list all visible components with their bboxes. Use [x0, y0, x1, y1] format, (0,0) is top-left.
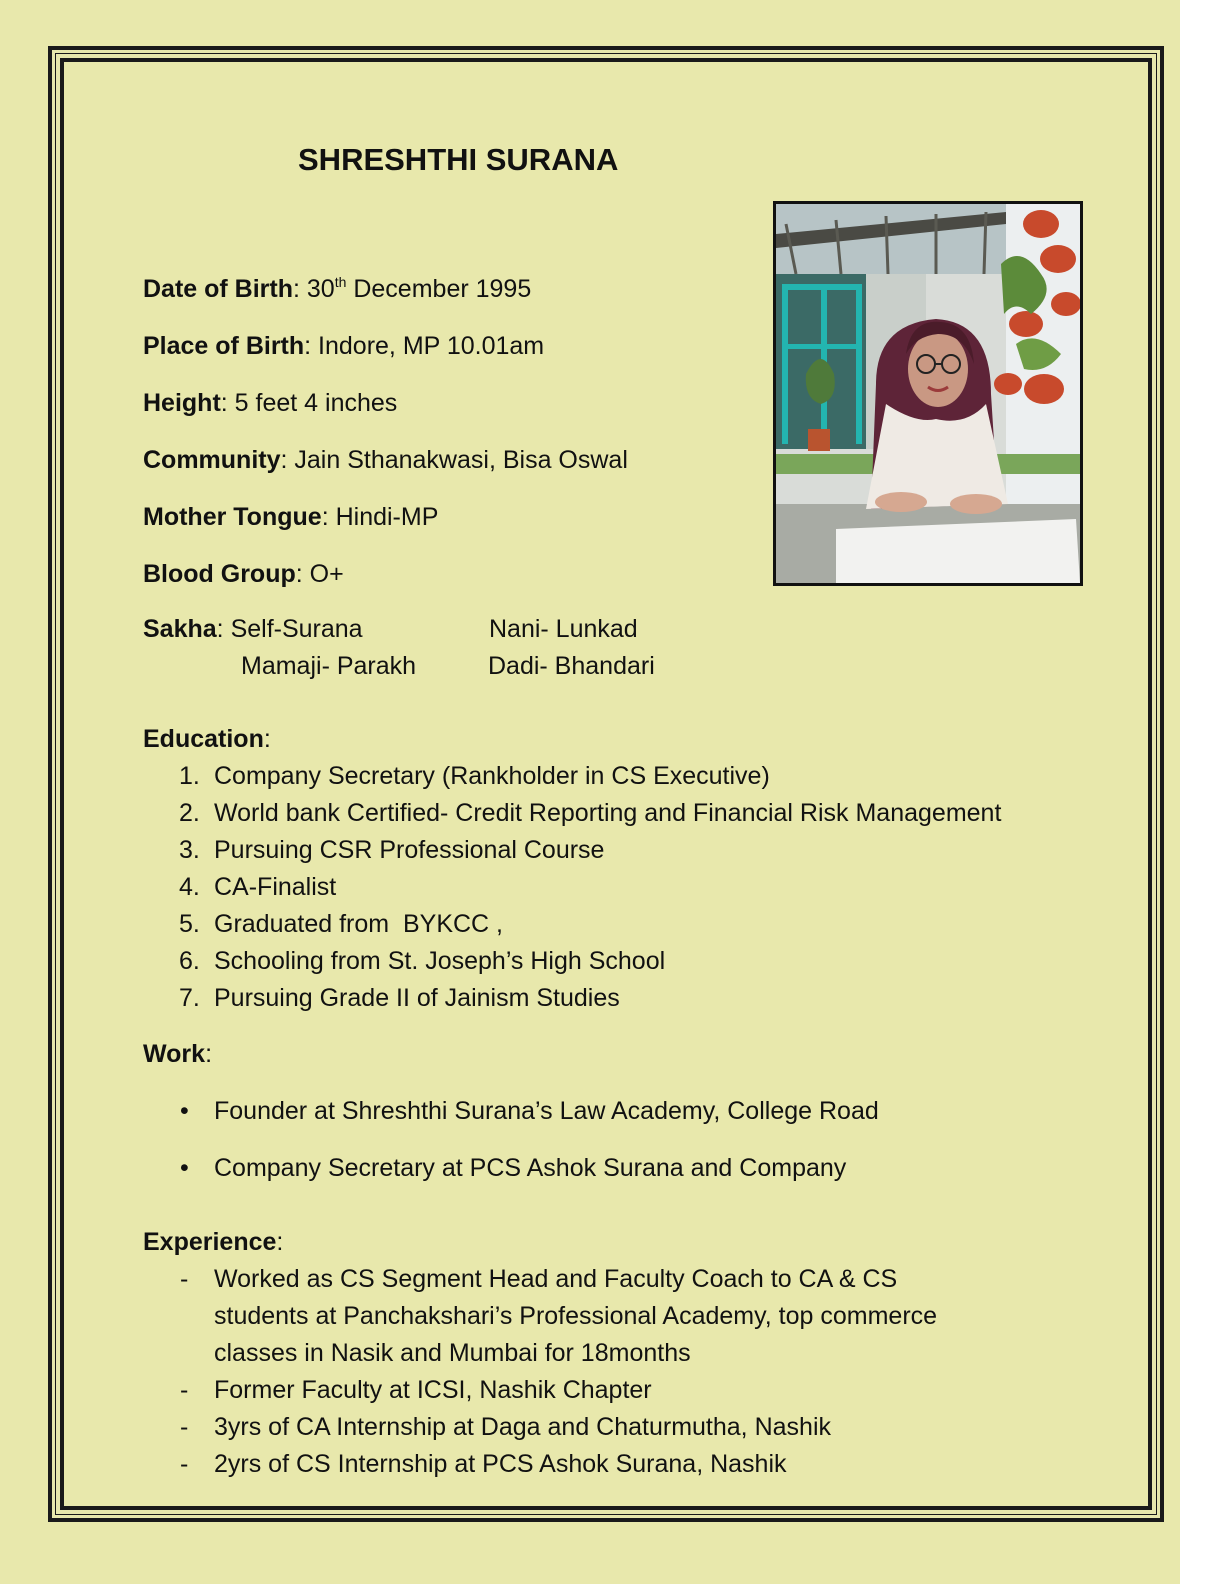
list-number: 7. — [179, 984, 200, 1012]
community-label: Community — [143, 446, 281, 474]
experience-item-4: 2yrs of CS Internship at PCS Ashok Surana, Nashik — [214, 1450, 787, 1478]
experience-heading: Experience: — [143, 1228, 284, 1256]
education-heading: Education: — [143, 725, 271, 753]
dash-icon: - — [180, 1413, 189, 1441]
education-item-2 — [179, 798, 200, 828]
education-item-3 — [179, 835, 200, 865]
list-number: 5. — [179, 910, 200, 938]
date-of-birth-row: Date of Birth: 30th December 1995 — [143, 274, 532, 303]
experience-item-3: 3yrs of CA Internship at Daga and Chaturmutha, Nashik — [214, 1413, 831, 1441]
education-item-5 — [179, 909, 200, 939]
place-of-birth-row — [143, 331, 544, 361]
education-item-6-text: Schooling from St. Joseph’s High School — [214, 947, 666, 975]
dob-label: Date of Birth — [143, 275, 293, 303]
education-item-3-text: Pursuing CSR Professional Course — [214, 836, 605, 864]
blood-group-row — [143, 559, 344, 589]
community-row — [143, 445, 628, 475]
education-item-2-text: World bank Certified- Credit Reporting and Financial Risk Management — [214, 799, 1002, 827]
tongue-label: Mother Tongue — [143, 503, 322, 531]
list-number: 1. — [179, 762, 200, 790]
community-value: : Jain Sthanakwasi, Bisa Oswal — [280, 446, 628, 474]
dob-rest: December 1995 — [346, 275, 532, 303]
education-item-5-text: Graduated from BYKCC , — [214, 910, 504, 938]
sakha-label: Sakha — [143, 615, 217, 643]
dash-icon: - — [180, 1265, 189, 1293]
height-row — [143, 388, 397, 418]
list-number: 2. — [179, 799, 200, 827]
pob-value: : Indore, MP 10.01am — [304, 332, 545, 360]
height-label: Height — [143, 389, 221, 417]
education-item-4-text: CA-Finalist — [214, 873, 337, 901]
sakha-mamaji: Mamaji- Parakh — [241, 652, 417, 680]
experience-item-1-line-3: classes in Nasik and Mumbai for 18months — [214, 1339, 691, 1367]
education-item-7 — [179, 983, 200, 1013]
sakha-row — [143, 614, 363, 644]
tongue-value: : Hindi-MP — [321, 503, 439, 531]
education-item-1 — [179, 761, 200, 791]
work-label: Work — [143, 1040, 206, 1068]
dob-day: 30 — [306, 275, 335, 303]
bullet-icon: • — [180, 1154, 189, 1182]
education-item-4 — [179, 872, 200, 902]
education-item-1-text: Company Secretary (Rankholder in CS Executive) — [214, 762, 770, 790]
pob-label: Place of Birth — [143, 332, 305, 360]
education-item-6 — [179, 946, 200, 976]
height-value: : 5 feet 4 inches — [220, 389, 398, 417]
education-label: Education — [143, 725, 264, 753]
bullet-icon: • — [180, 1097, 189, 1125]
experience-item-1-line-2: students at Panchakshari’s Professional Academy, top commerce — [214, 1302, 938, 1330]
list-number: 4. — [179, 873, 200, 901]
experience-item-1-line-1: Worked as CS Segment Head and Faculty Coach to CA & CS — [214, 1265, 898, 1293]
dash-icon: - — [180, 1450, 189, 1478]
experience-item-2: Former Faculty at ICSI, Nashik Chapter — [214, 1376, 652, 1404]
dob-suffix: th — [334, 274, 347, 290]
list-number: 3. — [179, 836, 200, 864]
experience-label: Experience — [143, 1228, 277, 1256]
sakha-dadi: Dadi- Bhandari — [488, 652, 655, 680]
work-item-1: Founder at Shreshthi Surana’s Law Academy, College Road — [214, 1097, 879, 1125]
profile-photo-illustration — [776, 204, 1080, 583]
list-number: 6. — [179, 947, 200, 975]
blood-label: Blood Group — [143, 560, 296, 588]
work-heading: Work: — [143, 1040, 213, 1068]
sakha-nani: Nani- Lunkad — [489, 615, 638, 643]
education-item-7-text: Pursuing Grade II of Jainism Studies — [214, 984, 620, 1012]
work-item-2: Company Secretary at PCS Ashok Surana and Company — [214, 1154, 847, 1182]
blood-value: : O+ — [295, 560, 344, 588]
dash-icon: - — [180, 1376, 189, 1404]
profile-photo — [773, 201, 1083, 586]
mother-tongue-row — [143, 502, 438, 532]
sakha-self: : Self-Surana — [216, 615, 363, 643]
profile-name: SHRESHTHI SURANA — [298, 142, 619, 177]
